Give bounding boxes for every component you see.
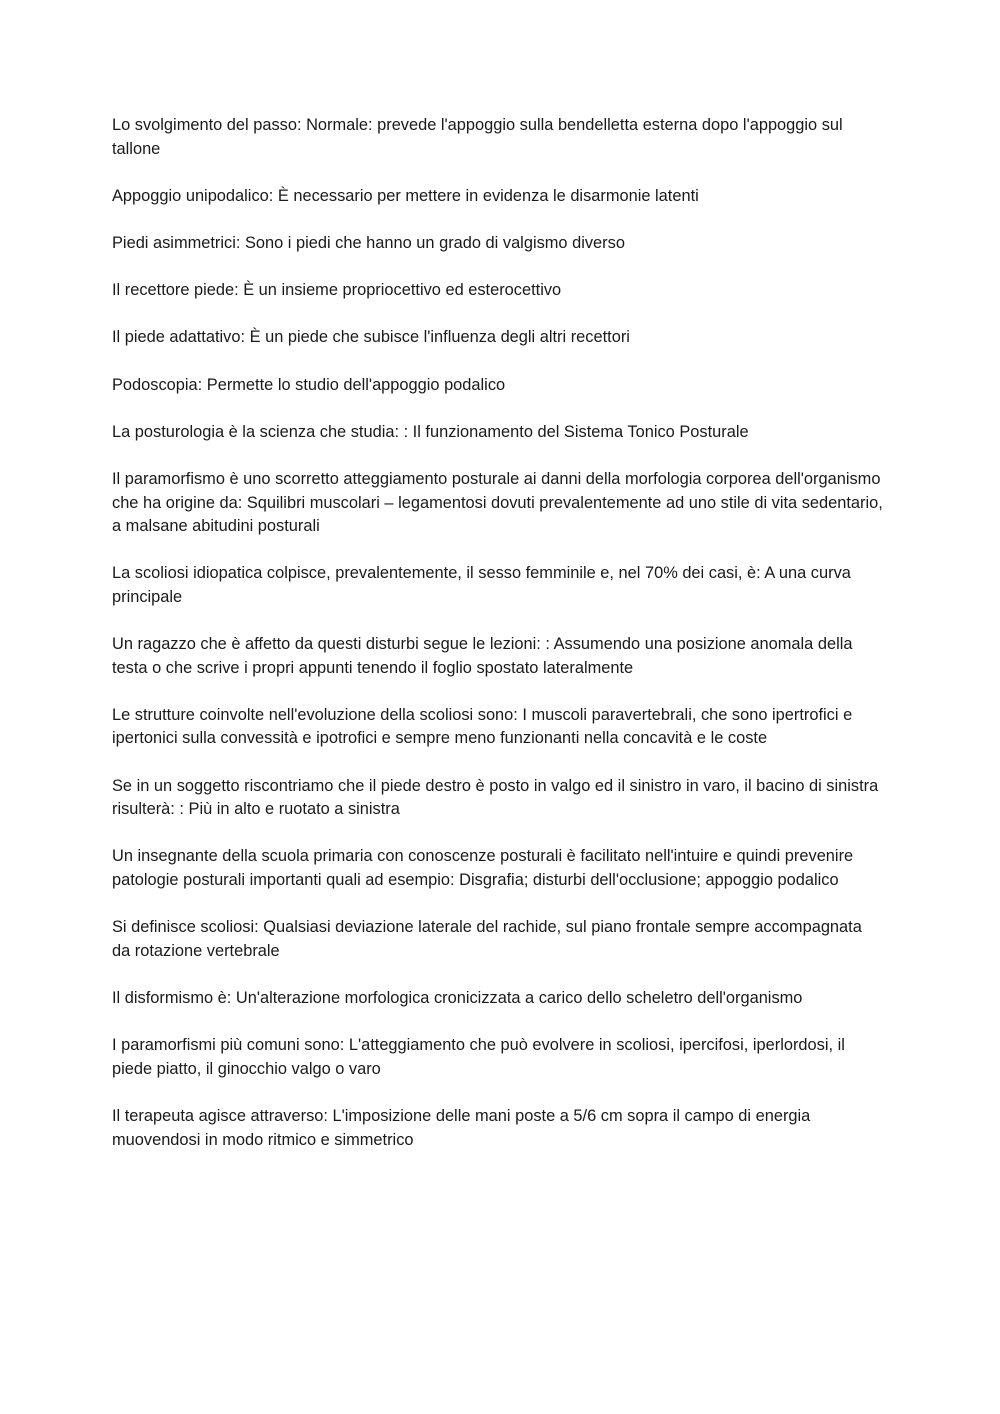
- paragraph-step-execution: Lo svolgimento del passo: Normale: prevede l'appoggio sulla bendelletta esterna dopo l'appoggio sul tallone: [112, 116, 843, 158]
- paragraph-foot-receptor: Il recettore piede: È un insieme propriocettivo ed esterocettivo: [112, 281, 562, 300]
- paragraph-dysmorphism: Il disformismo è: Un'alterazione morfologica cronicizzata a carico dello scheletro dell'organismo: [112, 988, 803, 1007]
- paragraph-teacher: Un insegnante della scuola primaria con conoscenze posturali è facilitato nell'intuire e quindi prevenire patologie posturali importanti quali ad esempio: Disgrafia; disturbi dell'occlusione; appoggio podalico: [112, 847, 854, 889]
- paragraph-therapist: Il terapeuta agisce attraverso: L'imposizione delle mani poste a 5/6 cm sopra il campo di energia muovendosi in modo ritmico e simmetrico: [112, 1106, 811, 1149]
- paragraph-scoliosis-structures: Le strutture coinvolte nell'evoluzione della scoliosi sono: I muscoli paravertebrali, che sono ipertrofici e ipertonici sulla convessità e ipotrofici e sempre meno funzionanti nella concavità e le coste: [112, 705, 853, 748]
- paragraph-idiopathic-scoliosis: La scoliosi idiopatica colpisce, prevalentemente, il sesso femminile e, nel 70% dei casi, è: A una curva principale: [112, 564, 851, 606]
- paragraph-asymmetric-feet: Piedi asimmetrici: Sono i piedi che hanno un grado di valgismo diverso: [112, 233, 625, 252]
- document-body: [112, 114, 884, 1176]
- paragraph-pelvis: Se in un soggetto riscontriamo che il piede destro è posto in valgo ed il sinistro in varo, il bacino di sinistra risulterà: : Più in alto e ruotato a sinistra: [112, 776, 879, 819]
- paragraph-common-paramorphisms: I paramorfismi più comuni sono: L'atteggiamento che può evolvere in scoliosi, ipercifosi, iperlordosi, il piede piatto, il ginocchio valgo o varo: [112, 1036, 845, 1078]
- paragraph-podoscopy: Podoscopia: Permette lo studio dell'appoggio podalico: [112, 375, 506, 394]
- paragraph-paramorphism: Il paramorfismo è uno scorretto atteggiamento posturale ai danni della morfologia corporea dell'organismo che ha origine da: Squilibri muscolari – legamentosi dovuti prevalentemente ad uno stile di vita sedentario, a malsane abitudini posturali: [112, 469, 883, 536]
- paragraph-unipodal-support: Appoggio unipodalico: È necessario per mettere in evidenza le disarmonie latenti: [112, 186, 699, 205]
- paragraph-scoliosis-definition: Si definisce scoliosi: Qualsiasi deviazione laterale del rachide, sul piano frontale sempre accompagnata da rotazione vertebrale: [112, 918, 862, 960]
- paragraph-adaptive-foot: Il piede adattativo: È un piede che subisce l'influenza degli altri recettori: [112, 328, 630, 347]
- paragraph-student-disorders: Un ragazzo che è affetto da questi disturbi segue le lezioni: : Assumendo una posizione anomala della testa o che scrive i propri appunti tenendo il foglio spostato lateralmente: [112, 635, 853, 677]
- paragraph-posturology: La posturologia è la scienza che studia: : Il funzionamento del Sistema Tonico Posturale: [112, 422, 749, 441]
